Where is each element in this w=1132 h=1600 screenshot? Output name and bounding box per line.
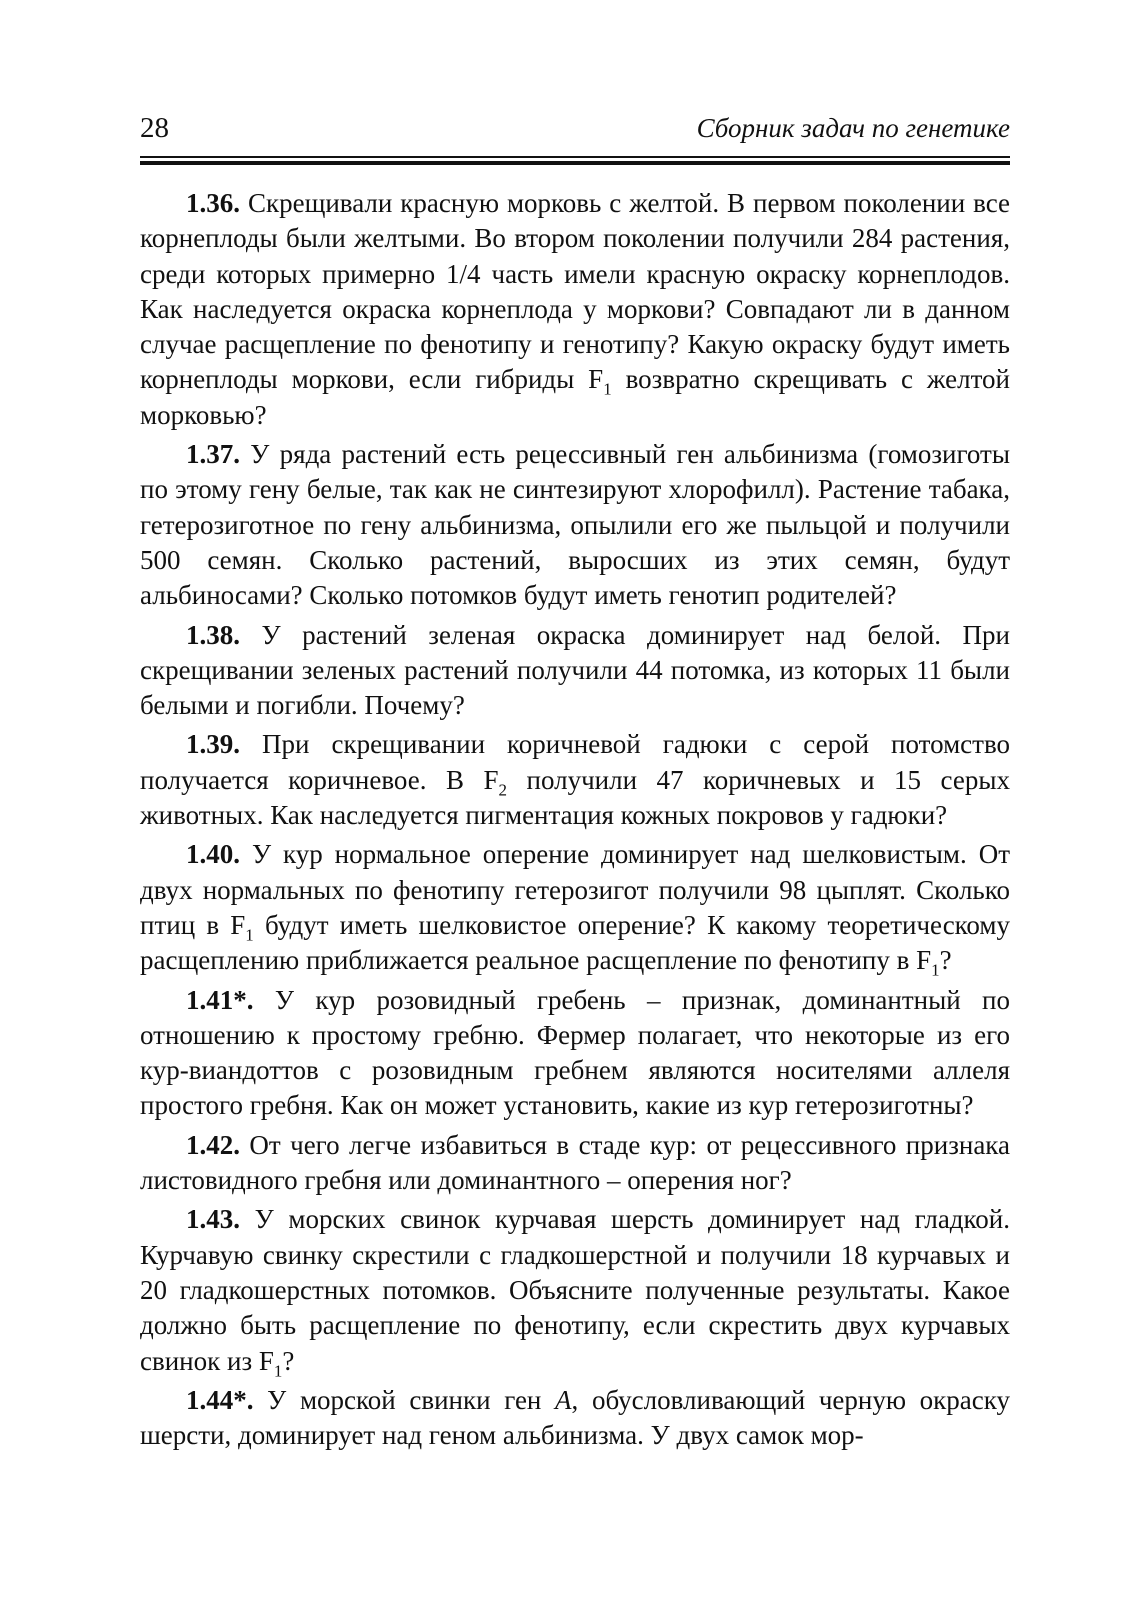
problem-text: У растений зеленая окраска доминирует над белой. При скрещивании зеленых растений получили 44 потомка, из которых 11 были белыми и погибли. Почему? — [140, 619, 1011, 721]
problem-text: ? — [939, 945, 952, 976]
page-content — [140, 186, 1010, 1457]
problem-1-38 — [140, 618, 1010, 724]
problem-number: 1.38. — [186, 619, 240, 650]
problem-1-39 — [140, 727, 1010, 833]
problem-text: ? — [282, 1345, 295, 1376]
problem-text: будут иметь шелковистое оперение? К какому теоретическому расщеплению приближается реальное расщепление по фенотипу в F — [140, 909, 1010, 976]
problem-text: При скрещивании коричневой гадюки с серой потомство получается коричневое. В F — [140, 729, 1011, 795]
subscript: 1 — [931, 960, 940, 980]
problem-number: 1.44*. — [186, 1384, 254, 1415]
problem-number: 1.43. — [186, 1204, 240, 1235]
problem-number: 1.39. — [186, 729, 240, 760]
problem-text: Скрещивали красную морковь с желтой. В первом поколении все корнеплоды были желтыми. Во втором поколении получили 284 растения, среди которых примерно 1/4 часть имели красную окраску корнеплодов. Как наследуется окраска корнеплода у моркови? Совпадают ли в данном случае расщепление по фенотипу и генотипу? Какую окраску будут иметь корнеплоды моркови, если гибриды F — [140, 188, 1011, 395]
problem-text: возвратно скрещивать с желтой морковью? — [140, 364, 1011, 430]
problem-1-40 — [140, 837, 1010, 978]
problem-1-42 — [140, 1128, 1010, 1199]
problem-number: 1.40. — [186, 839, 240, 870]
header-rule-thin — [140, 156, 1010, 158]
subscript: 1 — [245, 925, 254, 945]
problem-text: От чего легче избавиться в стаде кур: от рецессивного признака листовидного гребня или доминантного – оперения ног? — [140, 1129, 1010, 1196]
problem-number: 1.36. — [186, 188, 240, 218]
problem-text: У ряда растений есть рецессивный ген альбинизма (гомозиготы по этому гену белые, так как не синтезируют хлорофилл). Растение табака, гетерозиготное по гену альбинизма, опылили его же пыльцой и получили 500 семян. Сколько растений, выросших из этих семян, будут альбиносами? Сколько потомков будут иметь генотип родителей? — [140, 439, 1010, 611]
page-header — [140, 96, 1010, 156]
problem-number: 1.42. — [186, 1129, 240, 1160]
header-rule-thick — [140, 161, 1010, 165]
problem-text: получили 47 коричневых и 15 серых животных. Как наследуется пигментация кожных покровов у гадюки? — [140, 764, 1010, 831]
gene-symbol: A — [555, 1384, 572, 1415]
problem-1-37 — [140, 437, 1010, 613]
problem-text: У кур розовидный гребень – признак, доминантный по отношению к простому гребню. Фермер полагает, что некоторые из его кур-виандоттов с розовидным гребнем являются носителями аллеля простого гребня. Как он может установить, какие из кур гетерозиготны? — [140, 984, 1011, 1121]
problem-text: У морской свинки ген — [267, 1384, 556, 1415]
problem-1-41 — [140, 983, 1010, 1124]
subscript: 1 — [273, 1360, 283, 1380]
problem-text: , обусловливающий черную окраску шерсти, доминирует над геном альбинизма. У двух самок мор- — [140, 1384, 1010, 1451]
problem-number: 1.37. — [186, 439, 240, 470]
book-page — [140, 96, 1011, 1451]
subscript: 2 — [498, 780, 507, 800]
page-number: 28 — [140, 112, 169, 144]
problem-number: 1.41*. — [186, 984, 254, 1015]
problem-1-43 — [140, 1202, 1010, 1378]
problem-1-44 — [140, 1383, 1010, 1454]
problem-text: У кур нормальное оперение доминирует над шелковистым. От двух нормальных по фенотипу гетерозигот получили 98 цыплят. Сколько птиц в F — [140, 839, 1010, 940]
running-title: Сборник задач по генетике — [696, 113, 1010, 143]
problem-text: У морских свинок курчавая шерсть доминирует над гладкой. Курчавую свинку скрестили с гладкошерстной и получили 18 курчавых и 20 гладкошерстных потомков. Объясните полученные результаты. Какое должно быть расщепление по фенотипу, если скрестить двух курчавых свинок из F — [140, 1204, 1010, 1376]
subscript: 1 — [603, 379, 612, 399]
problem-1-36 — [140, 186, 1010, 433]
